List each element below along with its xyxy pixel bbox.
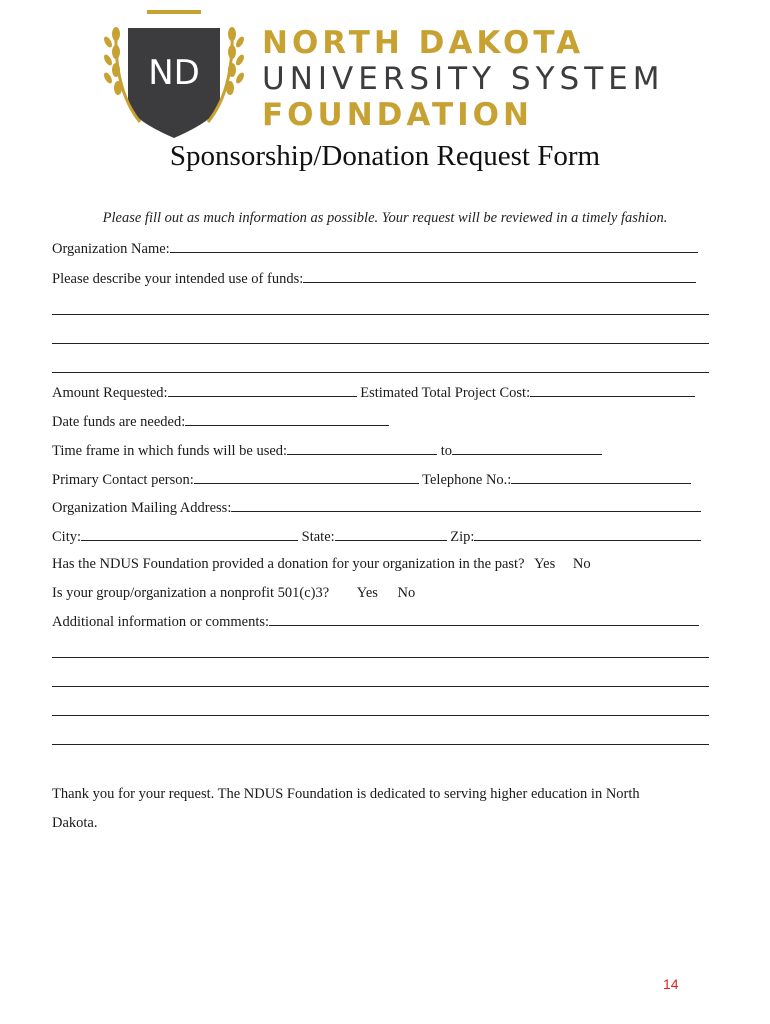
estimated-cost-label: Estimated Total Project Cost: (360, 385, 531, 401)
brand-line-3: FOUNDATION (262, 97, 533, 133)
city-state-zip-row (52, 528, 701, 546)
brand-line-2: UNIVERSITY SYSTEM (262, 61, 665, 97)
additional-info-line-3[interactable] (52, 686, 709, 687)
ndus-foundation-logo-icon (100, 10, 248, 140)
nonprofit-question: Is your group/organization a nonprofit 501(c)3? (52, 585, 330, 601)
state-field[interactable] (335, 528, 447, 541)
use-of-funds-line-2[interactable] (52, 314, 709, 315)
primary-contact-label: Primary Contact person: (52, 472, 194, 488)
additional-info-label: Additional information or comments: (52, 614, 270, 630)
amount-requested-field[interactable] (168, 384, 357, 397)
date-needed-label: Date funds are needed: (52, 414, 186, 430)
page-number: 14 (663, 976, 679, 992)
date-needed-row (52, 413, 389, 431)
additional-info-line-2[interactable] (52, 657, 709, 658)
time-frame-end-field[interactable] (452, 442, 602, 455)
additional-info-row (52, 613, 699, 631)
org-name-label: Organization Name: (52, 241, 170, 257)
use-of-funds-row (52, 270, 696, 288)
date-needed-field[interactable] (185, 413, 389, 426)
use-of-funds-label: Please describe your intended use of funds: (52, 271, 304, 287)
nonprofit-no-option[interactable]: No (397, 585, 416, 601)
thank-you-line-2: Dakota. (52, 815, 98, 831)
telephone-field[interactable] (511, 471, 691, 484)
time-frame-label: Time frame in which funds will be used: (52, 443, 288, 459)
amount-requested-label: Amount Requested: (52, 385, 168, 401)
brand-line-1: NORTH DAKOTA (262, 25, 585, 61)
additional-info-line-5[interactable] (52, 744, 709, 745)
past-donation-no-option[interactable]: No (572, 556, 591, 572)
use-of-funds-field[interactable] (303, 270, 696, 283)
past-donation-question: Has the NDUS Foundation provided a donation for your organization in the past? (52, 556, 525, 572)
city-label: City: (52, 529, 82, 545)
nonprofit-yes-option[interactable]: Yes (356, 585, 378, 601)
mailing-address-field[interactable] (231, 499, 701, 512)
use-of-funds-line-3[interactable] (52, 343, 709, 344)
time-frame-to-label: to (440, 443, 452, 459)
time-frame-row (52, 442, 602, 460)
telephone-label: Telephone No.: (422, 472, 512, 488)
form-intro: Please fill out as much information as possible. Your request will be reviewed in a timely fashion. (102, 210, 668, 226)
thank-you-line-1: Thank you for your request. The NDUS Foundation is dedicated to serving higher education in North (52, 786, 640, 802)
logo-initials: ND (148, 53, 200, 93)
mailing-address-row (52, 499, 701, 517)
nonprofit-row (52, 585, 415, 602)
zip-label: Zip: (450, 529, 475, 545)
past-donation-row (52, 556, 591, 573)
primary-contact-field[interactable] (194, 471, 419, 484)
use-of-funds-line-4[interactable] (52, 372, 709, 373)
org-name-field[interactable] (170, 240, 698, 253)
city-field[interactable] (81, 528, 298, 541)
zip-field[interactable] (474, 528, 701, 541)
time-frame-start-field[interactable] (287, 442, 437, 455)
mailing-address-label: Organization Mailing Address: (52, 500, 232, 516)
additional-info-field[interactable] (269, 613, 699, 626)
contact-row (52, 471, 691, 489)
estimated-cost-field[interactable] (530, 384, 695, 397)
past-donation-yes-option[interactable]: Yes (534, 556, 556, 572)
additional-info-line-4[interactable] (52, 715, 709, 716)
state-label: State: (301, 529, 335, 545)
amount-row (52, 384, 695, 402)
org-name-row (52, 240, 698, 258)
form-title: Sponsorship/Donation Request Form (169, 140, 601, 172)
